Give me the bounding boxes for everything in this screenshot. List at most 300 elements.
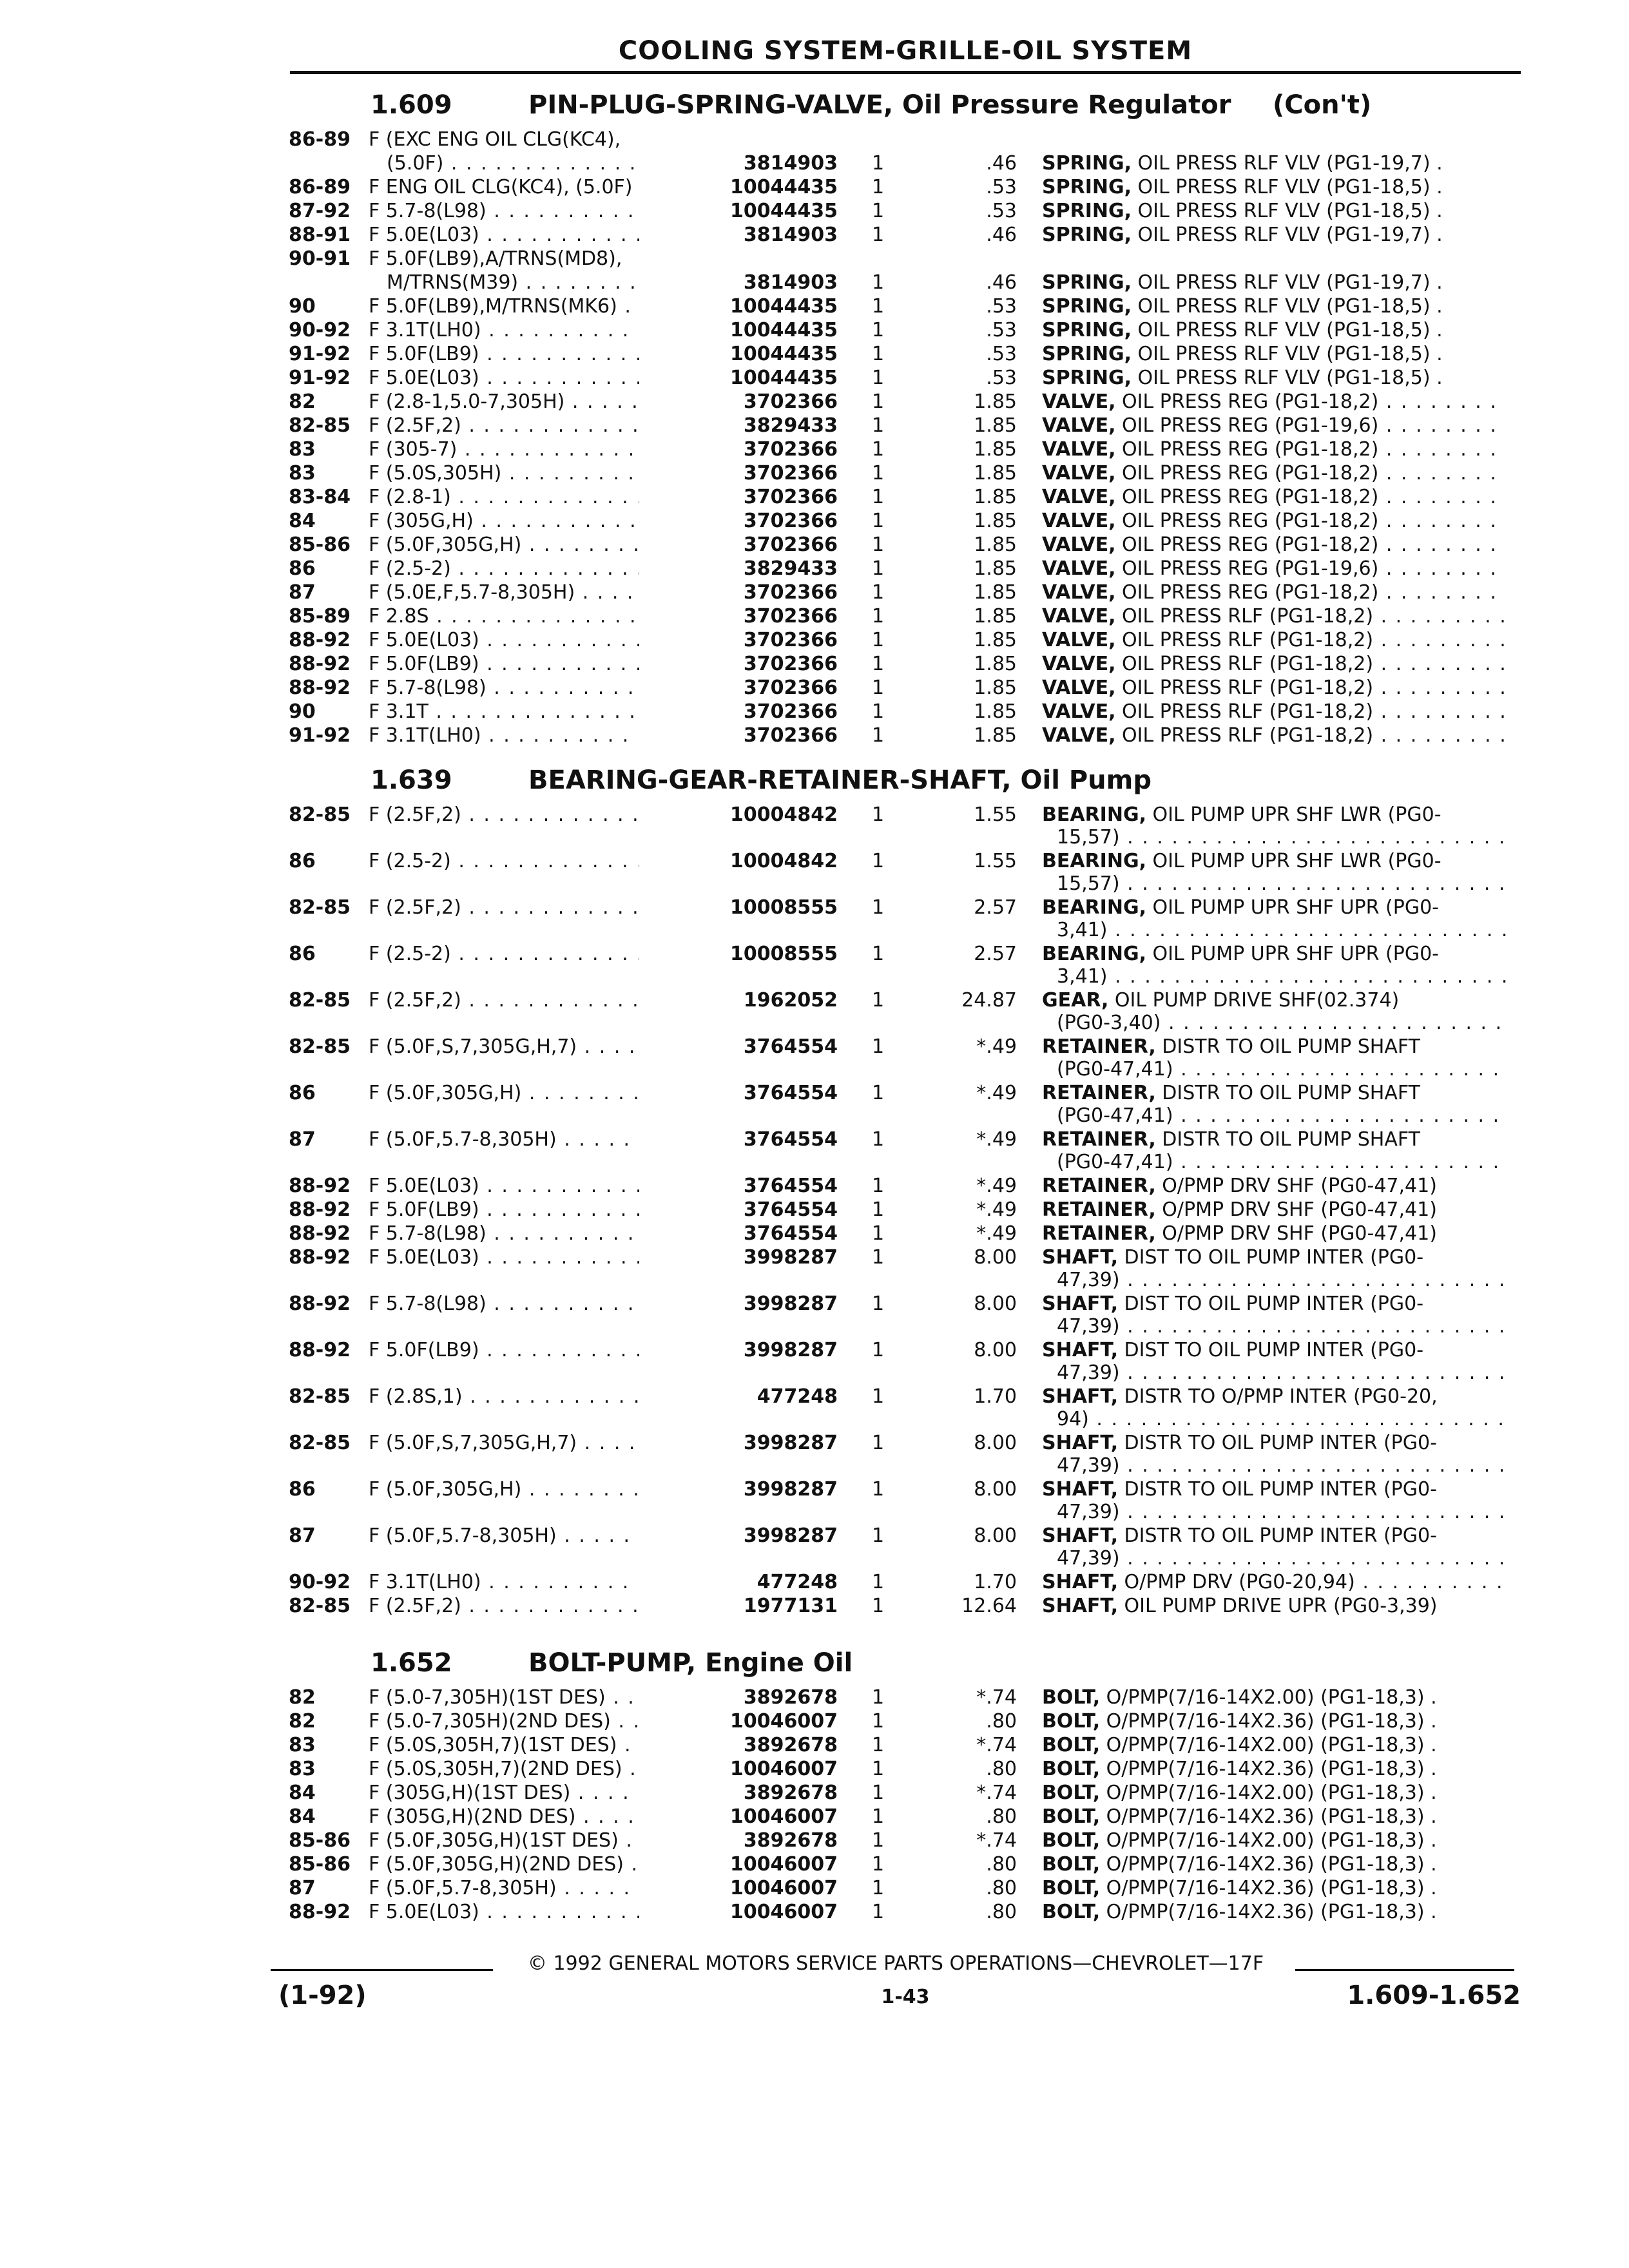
part-description bbox=[1042, 151, 1506, 175]
part-description-cont: (PG0-3,40) . . . bbox=[1057, 1011, 1506, 1035]
quantity: 1 bbox=[872, 152, 885, 175]
model-years: 83 bbox=[289, 1758, 316, 1780]
part-detail: OIL PRESS REG (PG1-19,6) bbox=[1115, 414, 1379, 437]
price: 2.57 bbox=[974, 943, 1017, 965]
engine-application: F (2.5-2) . . . bbox=[369, 942, 720, 966]
quantity: 1 bbox=[872, 1293, 885, 1315]
quantity: 1 bbox=[872, 319, 885, 341]
part-name: SPRING, bbox=[1042, 343, 1132, 365]
part-description bbox=[1042, 175, 1506, 199]
engine-application: F (5.0F,305G,H) . . . bbox=[369, 533, 720, 557]
part-detail: DIST TO OIL PUMP INTER (PG0- bbox=[1118, 1246, 1424, 1269]
price: 12.64 bbox=[961, 1595, 1017, 1617]
model-years: 82 bbox=[289, 1710, 316, 1733]
part-description bbox=[1042, 1852, 1506, 1876]
part-number: 3998287 bbox=[639, 1431, 838, 1455]
price: 8.00 bbox=[974, 1246, 1017, 1269]
engine-application: F 5.7-8(L98) . . . bbox=[369, 199, 720, 223]
engine-application: F (5.0F,5.7-8,305H) . . . bbox=[369, 1876, 720, 1900]
part-name: BOLT, bbox=[1042, 1758, 1101, 1780]
quantity: 1 bbox=[872, 1805, 885, 1828]
model-years: 88-92 bbox=[289, 677, 351, 699]
model-years: 91-92 bbox=[289, 343, 351, 365]
part-description bbox=[1042, 1805, 1506, 1829]
part-number: 3702366 bbox=[639, 676, 838, 700]
part-name: VALVE, bbox=[1042, 462, 1116, 485]
quantity: 1 bbox=[872, 1035, 885, 1058]
part-detail: OIL PUMP DRIVE UPR (PG0-3,39) bbox=[1118, 1595, 1438, 1617]
model-years: 82-85 bbox=[289, 1035, 351, 1058]
engine-application: F 5.0E(L03) . . . bbox=[369, 628, 720, 652]
model-years: 88-92 bbox=[289, 1175, 351, 1197]
model-years: 88-92 bbox=[289, 1339, 351, 1361]
engine-application: F 5.7-8(L98) . . . bbox=[369, 1222, 720, 1245]
section-title: BOLT-PUMP, bbox=[528, 1648, 697, 1678]
part-description-cont: (PG0-47,41) . . . bbox=[1057, 1150, 1506, 1174]
engine-application: F (2.5F,2) . . . bbox=[369, 988, 720, 1012]
part-name: BEARING, bbox=[1042, 803, 1146, 826]
page-title: COOLING SYSTEM-GRILLE-OIL SYSTEM bbox=[618, 36, 1193, 66]
model-years: 82-85 bbox=[289, 1385, 351, 1408]
part-description-cont: 3,41) . . . bbox=[1057, 918, 1506, 942]
price: 1.85 bbox=[974, 653, 1017, 675]
model-years: 85-86 bbox=[289, 1853, 351, 1876]
model-years: 88-92 bbox=[289, 1246, 351, 1269]
quantity: 1 bbox=[872, 581, 885, 604]
price: .80 bbox=[986, 1805, 1017, 1828]
part-number: 3814903 bbox=[639, 223, 838, 247]
part-name: VALVE, bbox=[1042, 581, 1116, 604]
part-number: 3702366 bbox=[639, 390, 838, 414]
model-years: 88-92 bbox=[289, 653, 351, 675]
price: 8.00 bbox=[974, 1339, 1017, 1361]
part-name: BOLT, bbox=[1042, 1853, 1101, 1876]
part-description-cont: 47,39) . . . bbox=[1057, 1546, 1506, 1570]
part-number: 3892678 bbox=[639, 1686, 838, 1709]
quantity: 1 bbox=[872, 390, 885, 413]
part-detail: DISTR TO O/PMP INTER (PG0-20, bbox=[1118, 1385, 1438, 1408]
model-years: 83-84 bbox=[289, 486, 351, 508]
part-description bbox=[1042, 1709, 1506, 1733]
part-detail: OIL PUMP DRIVE SHF(02.374) bbox=[1108, 989, 1400, 1012]
part-name: VALVE, bbox=[1042, 510, 1116, 532]
price: *.49 bbox=[976, 1082, 1017, 1104]
quantity: 1 bbox=[872, 605, 885, 628]
engine-application-cont: M/TRNS(M39) . . . bbox=[387, 271, 720, 294]
part-description-cont: 15,57) . . . bbox=[1057, 825, 1506, 849]
part-detail: DIST TO OIL PUMP INTER (PG0- bbox=[1118, 1293, 1424, 1315]
price: *.74 bbox=[976, 1734, 1017, 1756]
part-number: 10046007 bbox=[639, 1900, 838, 1924]
model-years: 82-85 bbox=[289, 1595, 351, 1617]
header-rule bbox=[290, 71, 1521, 74]
price: .53 bbox=[986, 367, 1017, 389]
part-name: SHAFT, bbox=[1042, 1432, 1119, 1454]
part-name: VALVE, bbox=[1042, 414, 1116, 437]
quantity: 1 bbox=[872, 1432, 885, 1454]
part-detail: OIL PUMP UPR SHF LWR (PG0- bbox=[1146, 803, 1441, 826]
part-name: VALVE, bbox=[1042, 700, 1116, 723]
part-number: 10004842 bbox=[639, 803, 838, 827]
quantity: 1 bbox=[872, 533, 885, 556]
part-number: 3702366 bbox=[639, 628, 838, 652]
part-description bbox=[1042, 509, 1506, 533]
model-years: 82-85 bbox=[289, 1432, 351, 1454]
part-description bbox=[1042, 724, 1506, 747]
part-name: RETAINER, bbox=[1042, 1035, 1156, 1058]
price: .46 bbox=[986, 152, 1017, 175]
part-number: 3764554 bbox=[639, 1222, 838, 1245]
part-number: 10008555 bbox=[639, 942, 838, 966]
engine-application: F 5.0F(LB9),M/TRNS(MK6) . . . bbox=[369, 294, 720, 318]
part-description bbox=[1042, 1081, 1506, 1105]
part-name: RETAINER, bbox=[1042, 1128, 1156, 1151]
part-description bbox=[1042, 1198, 1506, 1222]
price: .46 bbox=[986, 224, 1017, 246]
price: *.49 bbox=[976, 1175, 1017, 1197]
quantity: 1 bbox=[872, 414, 885, 437]
engine-application: F (2.5F,2) . . . bbox=[369, 896, 720, 919]
engine-application-cont: (5.0F) . . . bbox=[387, 151, 720, 175]
model-years: 85-86 bbox=[289, 1829, 351, 1852]
part-name: SPRING, bbox=[1042, 224, 1132, 246]
part-number: 3764554 bbox=[639, 1081, 838, 1105]
part-description bbox=[1042, 437, 1506, 461]
part-name: SPRING, bbox=[1042, 367, 1132, 389]
engine-application: F 3.1T . . . bbox=[369, 700, 720, 724]
part-detail: OIL PRESS RLF (PG1-18,2) bbox=[1115, 629, 1374, 651]
part-number: 3702366 bbox=[639, 461, 838, 485]
part-description bbox=[1042, 1338, 1506, 1362]
price: .53 bbox=[986, 176, 1017, 198]
quantity: 1 bbox=[872, 510, 885, 532]
engine-application: F (5.0F,305G,H)(1ST DES) . . . bbox=[369, 1829, 720, 1852]
part-name: VALVE, bbox=[1042, 653, 1116, 675]
part-detail: OIL PRESS REG (PG1-18,2) bbox=[1115, 510, 1379, 532]
part-detail: OIL PRESS RLF VLV (PG1-19,7) . bbox=[1131, 224, 1443, 246]
part-detail: OIL PUMP UPR SHF UPR (PG0- bbox=[1146, 943, 1439, 965]
part-description-cont: 47,39) . . . bbox=[1057, 1361, 1506, 1385]
part-detail: OIL PUMP UPR SHF LWR (PG0- bbox=[1146, 850, 1441, 872]
part-description-cont: (PG0-47,41) . . . bbox=[1057, 1104, 1506, 1128]
engine-application: F 5.7-8(L98) . . . bbox=[369, 1292, 720, 1316]
engine-application: F 5.0E(L03) . . . bbox=[369, 1900, 720, 1924]
part-detail: OIL PRESS RLF (PG1-18,2) bbox=[1115, 653, 1374, 675]
quantity: 1 bbox=[872, 1686, 885, 1709]
part-description bbox=[1042, 1128, 1506, 1151]
engine-application: F (5.0S,305H) . . . bbox=[369, 461, 720, 485]
part-detail: OIL PRESS REG (PG1-19,6) bbox=[1115, 557, 1379, 580]
part-detail: O/PMP(7/16-14X2.36) (PG1-18,3) . bbox=[1100, 1853, 1437, 1876]
part-number: 3702366 bbox=[639, 485, 838, 509]
part-name: VALVE, bbox=[1042, 533, 1116, 556]
quantity: 1 bbox=[872, 1734, 885, 1756]
price: 1.70 bbox=[974, 1571, 1017, 1593]
part-number: 3998287 bbox=[639, 1245, 838, 1269]
footer-revision-date: (1-92) bbox=[278, 1981, 367, 2010]
part-description bbox=[1042, 294, 1506, 318]
part-description bbox=[1042, 896, 1506, 919]
engine-application: F 5.0E(L03) . . . bbox=[369, 1245, 720, 1269]
model-years: 86-89 bbox=[289, 128, 351, 151]
part-name: BOLT, bbox=[1042, 1829, 1101, 1852]
part-detail: O/PMP(7/16-14X2.36) (PG1-18,3) . bbox=[1100, 1877, 1437, 1899]
price: 1.85 bbox=[974, 462, 1017, 485]
price: .53 bbox=[986, 295, 1017, 318]
model-years: 91-92 bbox=[289, 367, 351, 389]
model-years: 91-92 bbox=[289, 724, 351, 747]
part-description bbox=[1042, 1733, 1506, 1757]
part-description-cont: 47,39) . . . bbox=[1057, 1314, 1506, 1338]
price: 8.00 bbox=[974, 1478, 1017, 1501]
part-description bbox=[1042, 271, 1506, 294]
part-description bbox=[1042, 1900, 1506, 1924]
part-number: 3764554 bbox=[639, 1035, 838, 1059]
price: 1.85 bbox=[974, 414, 1017, 437]
quantity: 1 bbox=[872, 343, 885, 365]
quantity: 1 bbox=[872, 200, 885, 222]
part-description bbox=[1042, 318, 1506, 342]
model-years: 82 bbox=[289, 390, 316, 413]
part-name: VALVE, bbox=[1042, 390, 1116, 413]
quantity: 1 bbox=[872, 1198, 885, 1221]
price: 1.85 bbox=[974, 557, 1017, 580]
model-years: 82-85 bbox=[289, 414, 351, 437]
part-name: BOLT, bbox=[1042, 1734, 1101, 1756]
part-description bbox=[1042, 1431, 1506, 1455]
part-detail: O/PMP(7/16-14X2.00) (PG1-18,3) . bbox=[1100, 1782, 1437, 1804]
quantity: 1 bbox=[872, 989, 885, 1012]
model-years: 82-85 bbox=[289, 896, 351, 919]
part-description bbox=[1042, 1385, 1506, 1408]
part-number: 10044435 bbox=[639, 342, 838, 366]
part-name: BEARING, bbox=[1042, 943, 1146, 965]
price: 24.87 bbox=[961, 989, 1017, 1012]
engine-application: F 5.0E(L03) . . . bbox=[369, 366, 720, 390]
engine-application: F (5.0S,305H,7)(2ND DES) . . . bbox=[369, 1757, 720, 1781]
part-description-cont: 47,39) . . . bbox=[1057, 1454, 1506, 1477]
price: 8.00 bbox=[974, 1524, 1017, 1547]
part-description bbox=[1042, 849, 1506, 873]
part-name: SHAFT, bbox=[1042, 1246, 1119, 1269]
part-number: 3892678 bbox=[639, 1781, 838, 1805]
part-description-cont: 47,39) . . . bbox=[1057, 1500, 1506, 1524]
part-detail: OIL PUMP UPR SHF UPR (PG0- bbox=[1146, 896, 1439, 919]
part-number: 3764554 bbox=[639, 1198, 838, 1222]
price: 1.85 bbox=[974, 629, 1017, 651]
part-description bbox=[1042, 676, 1506, 700]
engine-application: F (2.5F,2) . . . bbox=[369, 803, 720, 827]
quantity: 1 bbox=[872, 224, 885, 246]
quantity: 1 bbox=[872, 1385, 885, 1408]
price: 1.55 bbox=[974, 803, 1017, 826]
part-detail: OIL PRESS RLF (PG1-18,2) bbox=[1115, 605, 1374, 628]
part-number: 3998287 bbox=[639, 1477, 838, 1501]
part-description bbox=[1042, 1222, 1506, 1245]
engine-application: F 5.7-8(L98) . . . bbox=[369, 676, 720, 700]
part-description-cont: 47,39) . . . bbox=[1057, 1268, 1506, 1292]
section-heading bbox=[371, 90, 1372, 124]
model-years: 88-92 bbox=[289, 1222, 351, 1245]
part-description bbox=[1042, 414, 1506, 437]
part-detail: O/PMP(7/16-14X2.00) (PG1-18,3) . bbox=[1100, 1734, 1437, 1756]
model-years: 88-92 bbox=[289, 1293, 351, 1315]
part-number: 10046007 bbox=[639, 1757, 838, 1781]
quantity: 1 bbox=[872, 271, 885, 294]
engine-application: F 5.0F(LB9) . . . bbox=[369, 1198, 720, 1222]
model-years: 84 bbox=[289, 1782, 316, 1804]
engine-application: F (5.0F,305G,H) . . . bbox=[369, 1081, 720, 1105]
footer-rule-right bbox=[1295, 1969, 1514, 1971]
quantity: 1 bbox=[872, 1339, 885, 1361]
price: .53 bbox=[986, 343, 1017, 365]
price: .46 bbox=[986, 271, 1017, 294]
part-name: SHAFT, bbox=[1042, 1571, 1119, 1593]
model-years: 83 bbox=[289, 1734, 316, 1756]
part-detail: OIL PRESS RLF VLV (PG1-19,7) . bbox=[1131, 271, 1443, 294]
part-detail: OIL PRESS RLF VLV (PG1-18,5) . bbox=[1131, 176, 1443, 198]
price: 1.85 bbox=[974, 581, 1017, 604]
price: 8.00 bbox=[974, 1432, 1017, 1454]
part-name: BOLT, bbox=[1042, 1901, 1101, 1923]
part-description bbox=[1042, 581, 1506, 604]
part-number: 3998287 bbox=[639, 1338, 838, 1362]
model-years: 86 bbox=[289, 850, 316, 872]
part-description bbox=[1042, 1245, 1506, 1269]
price: 1.70 bbox=[974, 1385, 1017, 1408]
quantity: 1 bbox=[872, 1128, 885, 1151]
engine-application: F (5.0F,5.7-8,305H) . . . bbox=[369, 1524, 720, 1548]
footer-copyright: © 1992 GENERAL MOTORS SERVICE PARTS OPERATIONS—CHEVROLET—17F bbox=[527, 1952, 1264, 1975]
part-detail: DISTR TO OIL PUMP SHAFT bbox=[1155, 1035, 1420, 1058]
quantity: 1 bbox=[872, 896, 885, 919]
part-number: 10044435 bbox=[639, 366, 838, 390]
engine-application: F (2.5F,2) . . . bbox=[369, 1594, 720, 1618]
part-detail: OIL PRESS REG (PG1-18,2) bbox=[1115, 581, 1379, 604]
part-number: 3702366 bbox=[639, 724, 838, 747]
part-name: SPRING, bbox=[1042, 295, 1132, 318]
part-number: 3998287 bbox=[639, 1292, 838, 1316]
part-number: 10046007 bbox=[639, 1709, 838, 1733]
part-name: RETAINER, bbox=[1042, 1175, 1156, 1197]
part-detail: O/PMP(7/16-14X2.36) (PG1-18,3) . bbox=[1100, 1901, 1437, 1923]
part-name: GEAR, bbox=[1042, 989, 1109, 1012]
model-years: 87 bbox=[289, 1524, 316, 1547]
part-description bbox=[1042, 533, 1506, 557]
model-years: 88-92 bbox=[289, 629, 351, 651]
part-number: 3702366 bbox=[639, 604, 838, 628]
part-detail: O/PMP(7/16-14X2.36) (PG1-18,3) . bbox=[1100, 1758, 1437, 1780]
model-years: 88-92 bbox=[289, 1901, 351, 1923]
quantity: 1 bbox=[872, 1901, 885, 1923]
part-name: VALVE, bbox=[1042, 557, 1116, 580]
quantity: 1 bbox=[872, 1710, 885, 1733]
engine-application: F (5.0F,305G,H)(2ND DES) . . . bbox=[369, 1852, 720, 1876]
part-description bbox=[1042, 1524, 1506, 1548]
section-subtitle: Engine Oil bbox=[705, 1648, 853, 1678]
model-years: 84 bbox=[289, 1805, 316, 1828]
part-number: 3814903 bbox=[639, 271, 838, 294]
quantity: 1 bbox=[872, 1222, 885, 1245]
part-name: RETAINER, bbox=[1042, 1222, 1156, 1245]
quantity: 1 bbox=[872, 1175, 885, 1197]
section-heading bbox=[371, 765, 1152, 799]
part-number: 10046007 bbox=[639, 1852, 838, 1876]
part-description bbox=[1042, 366, 1506, 390]
quantity: 1 bbox=[872, 629, 885, 651]
price: .80 bbox=[986, 1901, 1017, 1923]
model-years: 86 bbox=[289, 943, 316, 965]
quantity: 1 bbox=[872, 1478, 885, 1501]
engine-application: F (2.8S,1) . . . bbox=[369, 1385, 720, 1408]
engine-application: F 5.0F(LB9) . . . bbox=[369, 1338, 720, 1362]
part-description bbox=[1042, 628, 1506, 652]
part-detail: O/PMP DRV SHF (PG0-47,41) bbox=[1155, 1175, 1437, 1197]
model-years: 82 bbox=[289, 1686, 316, 1709]
part-detail: DISTR TO OIL PUMP SHAFT bbox=[1155, 1128, 1420, 1151]
part-name: VALVE, bbox=[1042, 486, 1116, 508]
part-number: 3702366 bbox=[639, 533, 838, 557]
engine-application: F (2.8-1,5.0-7,305H) . . . bbox=[369, 390, 720, 414]
price: 1.85 bbox=[974, 700, 1017, 723]
engine-application: F 5.0E(L03) . . . bbox=[369, 1174, 720, 1198]
model-years: 86-89 bbox=[289, 176, 351, 198]
engine-application: F 3.1T(LH0) . . . bbox=[369, 318, 720, 342]
model-years: 86 bbox=[289, 1478, 316, 1501]
model-years: 90-92 bbox=[289, 1571, 351, 1593]
model-years: 88-91 bbox=[289, 224, 351, 246]
quantity: 1 bbox=[872, 677, 885, 699]
model-years: 86 bbox=[289, 557, 316, 580]
part-detail: OIL PRESS REG (PG1-18,2) bbox=[1115, 486, 1379, 508]
price: 1.85 bbox=[974, 605, 1017, 628]
part-name: VALVE, bbox=[1042, 724, 1116, 747]
part-detail: DISTR TO OIL PUMP INTER (PG0- bbox=[1118, 1478, 1437, 1501]
model-years: 87 bbox=[289, 581, 316, 604]
part-detail: DISTR TO OIL PUMP INTER (PG0- bbox=[1118, 1432, 1437, 1454]
engine-application: F (EXC ENG OIL CLG(KC4), bbox=[369, 128, 621, 151]
price: .80 bbox=[986, 1710, 1017, 1733]
price: *.74 bbox=[976, 1686, 1017, 1709]
part-name: BEARING, bbox=[1042, 850, 1146, 872]
part-description bbox=[1042, 700, 1506, 724]
engine-application: F (5.0S,305H,7)(1ST DES) . . . bbox=[369, 1733, 720, 1757]
part-name: BEARING, bbox=[1042, 896, 1146, 919]
part-detail: OIL PRESS RLF (PG1-18,2) bbox=[1115, 700, 1374, 723]
engine-application: F (5.0F,S,7,305G,H,7) . . . bbox=[369, 1431, 720, 1455]
part-number: 10008555 bbox=[639, 896, 838, 919]
part-description bbox=[1042, 942, 1506, 966]
price: 1.85 bbox=[974, 438, 1017, 461]
engine-application: F 5.0F(LB9) . . . bbox=[369, 342, 720, 366]
quantity: 1 bbox=[872, 486, 885, 508]
model-years: 87-92 bbox=[289, 200, 351, 222]
part-name: SPRING, bbox=[1042, 176, 1132, 198]
part-description bbox=[1042, 1570, 1506, 1594]
part-number: 10044435 bbox=[639, 199, 838, 223]
price: 1.85 bbox=[974, 486, 1017, 508]
model-years: 83 bbox=[289, 438, 316, 461]
engine-application: F 2.8S . . . bbox=[369, 604, 720, 628]
quantity: 1 bbox=[872, 1082, 885, 1104]
price: 2.57 bbox=[974, 896, 1017, 919]
part-detail: O/PMP(7/16-14X2.00) (PG1-18,3) . bbox=[1100, 1829, 1437, 1852]
part-number: 3764554 bbox=[639, 1174, 838, 1198]
part-description bbox=[1042, 1829, 1506, 1852]
footer-page-number: 1-43 bbox=[881, 1986, 930, 2008]
part-name: SHAFT, bbox=[1042, 1339, 1119, 1361]
part-number: 1962052 bbox=[639, 988, 838, 1012]
